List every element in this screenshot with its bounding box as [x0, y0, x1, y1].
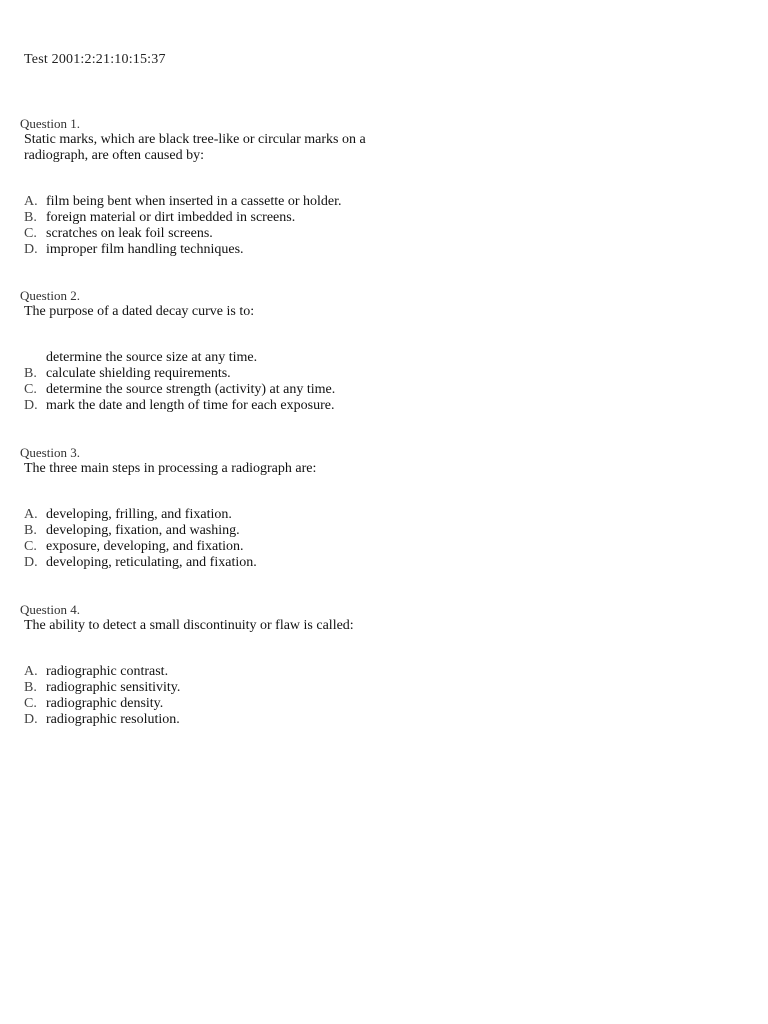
- option-letter: D.: [24, 555, 38, 570]
- option-text: foreign material or dirt imbedded in screens.: [46, 210, 296, 225]
- option-d: [24, 398, 440, 414]
- option-letter: D.: [24, 398, 38, 413]
- option-text: radiographic sensitivity.: [46, 680, 181, 695]
- question-label: Question 2.: [20, 288, 80, 303]
- option-letter: B.: [24, 523, 37, 538]
- option-letter: [24, 350, 46, 366]
- option-text: film being bent when inserted in a cassette or holder.: [46, 194, 342, 209]
- option-text: developing, frilling, and fixation.: [46, 507, 232, 522]
- option-a: [24, 664, 440, 680]
- option-text: developing, fixation, and washing.: [46, 523, 240, 538]
- option-d: [24, 242, 440, 258]
- option-letter: D.: [24, 242, 38, 257]
- question-text: The ability to detect a small discontinuity or flaw is called:: [24, 618, 354, 633]
- option-letter: D.: [24, 712, 38, 727]
- question-text: The three main steps in processing a radiograph are:: [24, 461, 317, 476]
- option-b: [24, 680, 440, 696]
- option-a: [24, 194, 440, 210]
- question-text: Static marks, which are black tree-like or circular marks on a radiograph, are often caused by:: [24, 132, 366, 163]
- option-letter: C.: [24, 696, 37, 711]
- question-label: Question 4.: [20, 602, 80, 617]
- option-c: [24, 696, 440, 712]
- option-d: [24, 555, 440, 571]
- question-block: [20, 602, 440, 728]
- question-label: Question 1.: [20, 116, 80, 131]
- option-letter: A.: [24, 194, 38, 209]
- option-letter: A.: [24, 664, 38, 679]
- option-text: mark the date and length of time for each exposure.: [46, 398, 335, 413]
- option-text: radiographic resolution.: [46, 712, 180, 727]
- option-c: [24, 539, 440, 555]
- option-text: determine the source strength (activity) at any time.: [46, 382, 336, 397]
- option-a: [24, 350, 440, 366]
- option-b: [24, 210, 440, 226]
- question-label: Question 3.: [20, 445, 80, 460]
- option-list: [20, 194, 440, 258]
- option-text: determine the source size at any time.: [46, 350, 258, 365]
- option-text: improper film handling techniques.: [46, 242, 244, 257]
- question-text: The purpose of a dated decay curve is to:: [24, 304, 255, 319]
- option-text: developing, reticulating, and fixation.: [46, 555, 257, 570]
- option-letter: A.: [24, 507, 38, 522]
- option-c: [24, 382, 440, 398]
- option-letter: C.: [24, 382, 37, 397]
- option-text: calculate shielding requirements.: [46, 366, 231, 381]
- option-letter: C.: [24, 539, 37, 554]
- option-text: radiographic contrast.: [46, 664, 169, 679]
- option-c: [24, 226, 440, 242]
- question-block: [20, 445, 440, 571]
- option-b: [24, 523, 440, 539]
- option-letter: C.: [24, 226, 37, 241]
- question-block: [20, 288, 440, 414]
- option-b: [24, 366, 440, 382]
- option-a: [24, 507, 440, 523]
- option-list: [20, 350, 440, 414]
- option-d: [24, 712, 440, 728]
- test-title: Test 2001:2:21:10:15:37: [24, 52, 166, 67]
- option-text: exposure, developing, and fixation.: [46, 539, 244, 554]
- option-letter: B.: [24, 210, 37, 225]
- option-list: [20, 664, 440, 728]
- option-text: scratches on leak foil screens.: [46, 226, 213, 241]
- option-list: [20, 507, 440, 571]
- option-letter: B.: [24, 680, 37, 695]
- option-letter: B.: [24, 366, 37, 381]
- option-text: radiographic density.: [46, 696, 164, 711]
- question-block: [20, 116, 440, 258]
